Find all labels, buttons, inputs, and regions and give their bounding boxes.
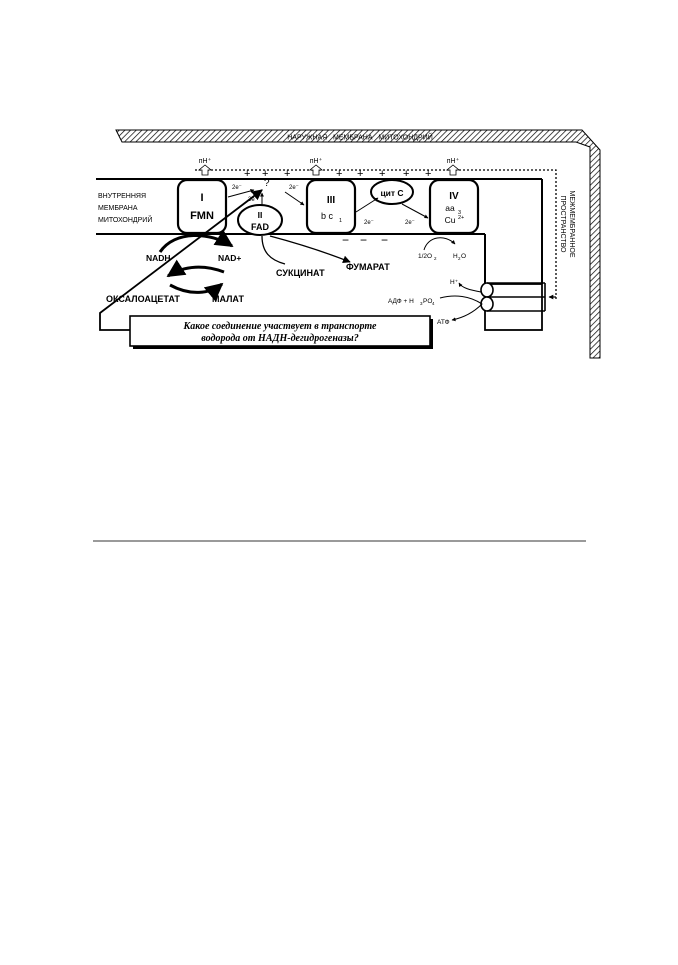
svg-text:пН⁺: пН⁺ (198, 158, 212, 165)
proton-pump-3 (310, 157, 323, 175)
svg-text:b c: b c (320, 211, 334, 221)
intermembrane-label (559, 191, 575, 258)
svg-text:МИТОХОНДРИЙ: МИТОХОНДРИЙ (98, 217, 153, 224)
svg-text:пН⁺: пН⁺ (446, 158, 460, 165)
svg-text:АДФ + H: АДФ + H (388, 298, 414, 305)
question-line-1: Какое соединение участвует в транспорте (183, 321, 377, 332)
svg-text:−: − (381, 233, 389, 247)
svg-text:FMN: FMN (190, 210, 214, 222)
svg-text:2e⁻: 2e⁻ (405, 220, 415, 226)
svg-text:+: + (262, 168, 269, 180)
svg-text:H⁺: H⁺ (450, 279, 459, 286)
horizontal-rule (93, 540, 586, 542)
svg-text:пН⁺: пН⁺ (309, 158, 323, 165)
atp-synthase (481, 283, 556, 330)
svg-text:2e⁻: 2e⁻ (289, 185, 299, 191)
svg-text:2e⁻: 2e⁻ (248, 197, 258, 203)
svg-text:H: H (453, 253, 458, 260)
svg-text:+: + (403, 168, 410, 180)
svg-text:Cu: Cu (444, 215, 456, 225)
svg-text:2: 2 (458, 256, 461, 261)
svg-text:III: III (326, 195, 336, 206)
svg-text:+: + (379, 168, 386, 180)
proton-pump-1 (199, 157, 212, 175)
svg-text:2e⁻: 2e⁻ (364, 220, 374, 226)
svg-text:+: + (284, 168, 291, 180)
oxygen-water (418, 238, 466, 261)
svg-text:aa: aa (445, 203, 455, 213)
svg-text:2e⁻: 2e⁻ (232, 185, 242, 191)
svg-text:МЕЖМЕМБРАННОЕ: МЕЖМЕМБРАННОЕ (568, 190, 575, 258)
nadh-cycle (106, 235, 244, 304)
complex-1 (178, 180, 226, 233)
succinate-fumarate (262, 236, 390, 278)
proton-pump-4 (447, 157, 460, 175)
svg-text:O: O (461, 253, 467, 260)
question-line-2: водорода от НАДН-дегидрогеназы? (201, 333, 359, 344)
complex-2 (238, 205, 282, 235)
outer-membrane-label: НАРУЖНАЯ МЕМБРАНА МИТОХОНДРИЙ (287, 134, 433, 142)
svg-text:+: + (336, 168, 343, 180)
svg-text:2: 2 (434, 256, 437, 261)
fumarate-label: ФУМАРАТ (346, 262, 390, 272)
svg-text:−: − (360, 233, 368, 247)
svg-text:+: + (425, 168, 432, 180)
svg-text:3: 3 (458, 210, 462, 216)
succinate-label: СУКЦИНАТ (276, 268, 325, 278)
svg-text:PO: PO (423, 298, 433, 305)
nad-plus-label: NAD+ (218, 253, 242, 263)
svg-text:FAD: FAD (251, 222, 269, 232)
svg-text:цит C: цит C (380, 188, 404, 198)
svg-text:II: II (257, 210, 263, 220)
malate-label: МАЛАТ (212, 294, 244, 304)
svg-text:I: I (200, 192, 204, 204)
oxaloacetate-label: ОКСАЛОАЦЕТАТ (106, 294, 180, 304)
svg-text:АТФ: АТФ (437, 319, 450, 326)
question-box (130, 316, 433, 349)
svg-text:ВНУТРЕННЯЯ: ВНУТРЕННЯЯ (98, 193, 147, 200)
svg-text:3: 3 (420, 301, 423, 306)
cytochrome-c (371, 180, 413, 204)
svg-text:МЕМБРАНА: МЕМБРАНА (98, 205, 138, 212)
complex-3 (307, 180, 355, 233)
nadh-label: NADH (146, 253, 171, 263)
svg-text:ПРОСТРАНСТВО: ПРОСТРАНСТВО (559, 195, 566, 253)
svg-text:1/2O: 1/2O (418, 253, 433, 260)
svg-text:−: − (342, 233, 350, 247)
svg-text:4: 4 (432, 301, 435, 306)
svg-text:1: 1 (339, 218, 343, 224)
svg-text:+: + (244, 168, 251, 180)
question-mark: ? (264, 178, 270, 189)
complex-4 (430, 180, 478, 233)
svg-text:+: + (357, 168, 364, 180)
svg-text:2+: 2+ (458, 215, 465, 221)
svg-text:IV: IV (449, 191, 459, 202)
minus-charges (342, 233, 388, 247)
inner-membrane-label (98, 193, 152, 224)
